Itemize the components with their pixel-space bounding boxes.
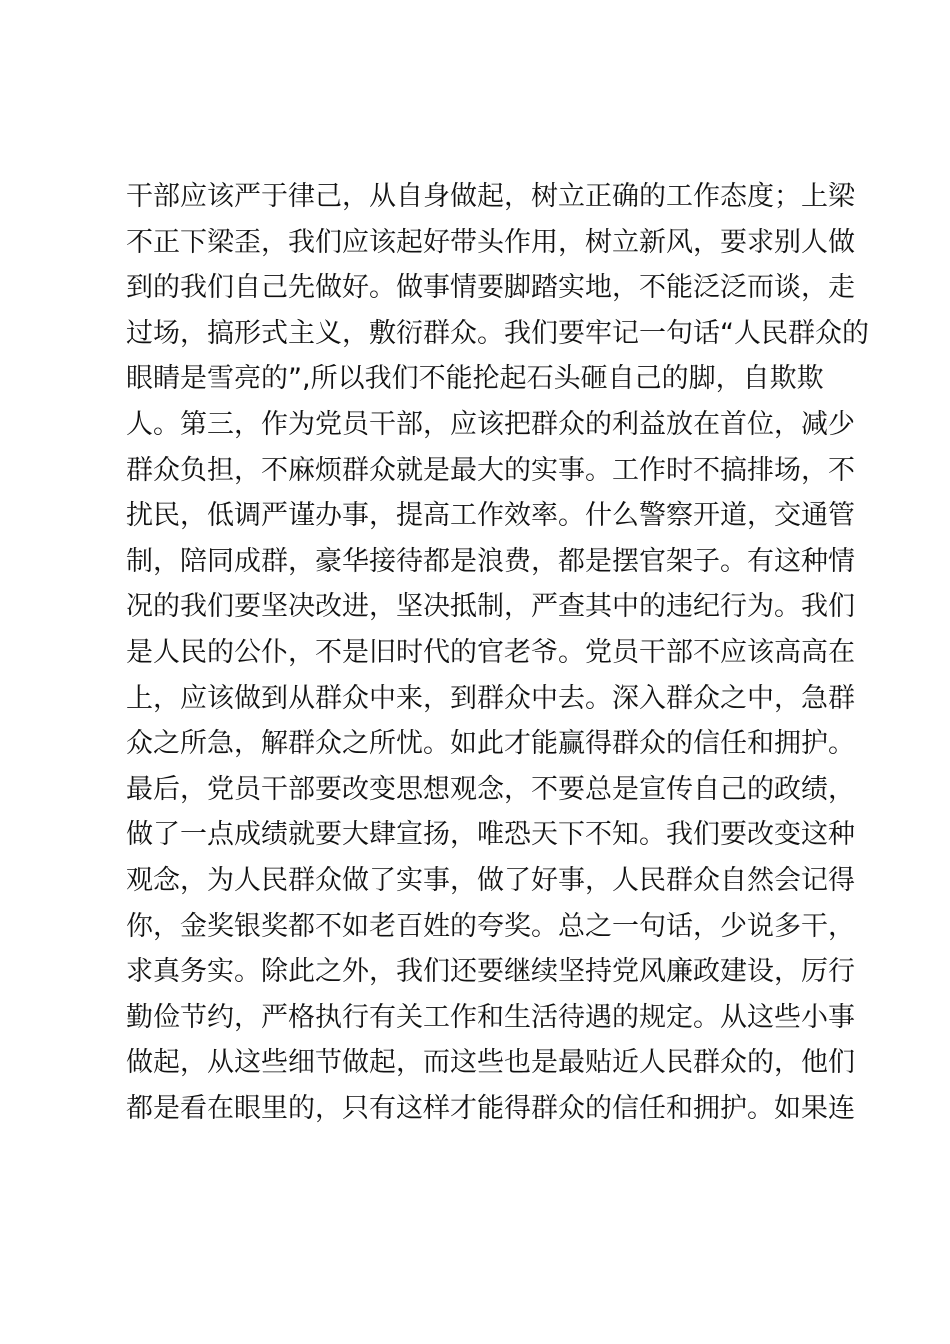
text-line: 勤俭节约，严格执行有关工作和生活待遇的规定。从这些小事 bbox=[126, 1001, 855, 1033]
text-line: 扰民，低调严谨办事，提高工作效率。什么警察开道，交通管 bbox=[126, 500, 855, 532]
body-paragraph bbox=[126, 174, 869, 1131]
text-line: 求真务实。除此之外，我们还要继续坚持党风廉政建设，厉行 bbox=[126, 956, 855, 988]
text-line: 观念，为人民群众做了实事，做了好事，人民群众自然会记得 bbox=[126, 864, 855, 896]
text-line: 是人民的公仆，不是旧时代的官老爷。党员干部不应该高高在 bbox=[126, 636, 855, 668]
text-line: 做了一点成绩就要大肆宣扬，唯恐天下不知。我们要改变这种 bbox=[126, 819, 855, 851]
text-line: 上，应该做到从群众中来，到群众中去。深入群众之中，急群 bbox=[126, 682, 855, 714]
text-line: 眼睛是雪亮的”,所以我们不能抡起石头砸自己的脚，自欺欺 bbox=[126, 363, 824, 395]
text-line: 干部应该严于律己，从自身做起，树立正确的工作态度；上梁 bbox=[126, 181, 855, 212]
text-line: 到的我们自己先做好。做事情要脚踏实地，不能泛泛而谈，走 bbox=[126, 272, 855, 304]
text-line: 群众负担，不麻烦群众就是最大的实事。工作时不搞排场，不 bbox=[126, 454, 855, 486]
text-line: 做起，从这些细节做起，而这些也是最贴近人民群众的，他们 bbox=[126, 1047, 855, 1079]
text-line: 制，陪同成群，豪华接待都是浪费，都是摆官架子。有这种情 bbox=[126, 545, 855, 577]
text-line: 你，金奖银奖都不如老百姓的夸奖。总之一句话，少说多干， bbox=[126, 910, 855, 942]
text-line: 最后，党员干部要改变思想观念，不要总是宣传自己的政绩， bbox=[126, 773, 855, 805]
text-line: 都是看在眼里的，只有这样才能得群众的信任和拥护。如果连 bbox=[126, 1092, 855, 1124]
text-line: 况的我们要坚决改进，坚决抵制，严查其中的违纪行为。我们 bbox=[126, 591, 855, 623]
text-line: 人。第三，作为党员干部，应该把群众的利益放在首位，减少 bbox=[126, 408, 855, 440]
text-line: 不正下梁歪，我们应该起好带头作用，树立新风，要求别人做 bbox=[126, 226, 855, 258]
text-line: 众之所急，解群众之所忧。如此才能赢得群众的信任和拥护。 bbox=[126, 728, 855, 760]
text-line: 过场，搞形式主义，敷衍群众。我们要牢记一句话“人民群众的 bbox=[126, 317, 869, 349]
